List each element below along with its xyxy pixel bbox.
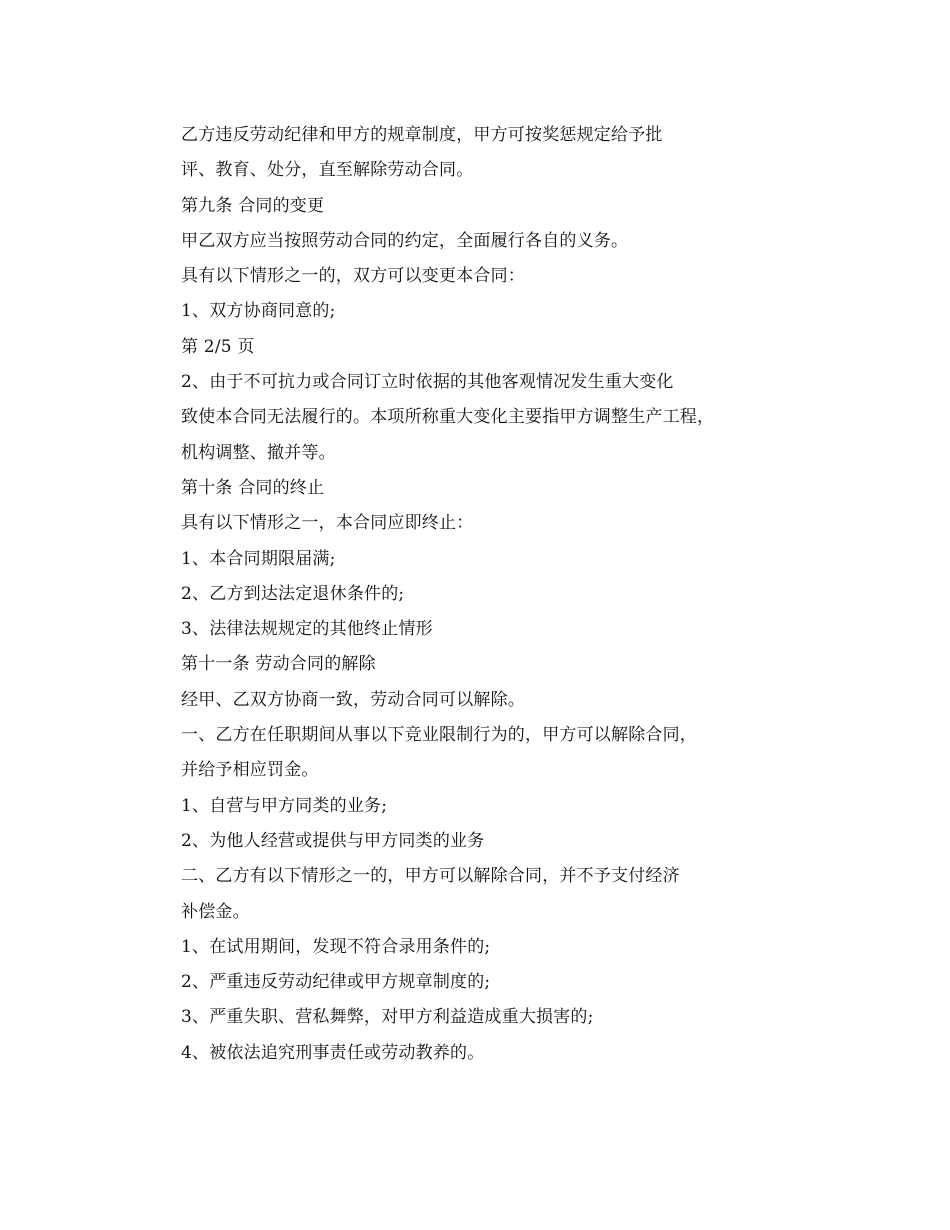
body-line: 具有以下情形之一的，双方可以变更本合同：	[181, 266, 525, 287]
body-line: 评、教育、处分，直至解除劳动合同。	[181, 160, 474, 181]
body-line: 机构调整、撤并等。	[181, 442, 336, 463]
body-line: 致使本合同无法履行的。本项所称重大变化主要指甲方调整生产工程，	[181, 407, 715, 428]
body-line: 甲乙双方应当按照劳动合同的约定，全面履行各自的义务。	[181, 230, 629, 251]
list-item: 2、乙方到达法定退休条件的;	[181, 583, 405, 604]
list-item: 1、本合同期限届满;	[181, 548, 336, 569]
list-item: 1、在试用期间，发现不符合录用条件的;	[181, 936, 491, 957]
list-item: 2、严重违反劳动纪律或甲方规章制度的;	[181, 972, 491, 993]
page-number: 第 2/5 页	[181, 336, 255, 357]
list-item: 1、自营与甲方同类的业务;	[181, 795, 388, 816]
body-line: 二、乙方有以下情形之一的，甲方可以解除合同，并不予支付经济	[181, 866, 680, 887]
body-line: 并给予相应罚金。	[181, 760, 319, 781]
list-item: 2、为他人经营或提供与甲方同类的业务	[181, 830, 485, 851]
body-line: 一、乙方在任职期间从事以下竞业限制行为的，甲方可以解除合同，	[181, 725, 697, 746]
body-line: 补偿金。	[181, 901, 250, 922]
section-heading-article-9: 第九条 合同的变更	[181, 195, 325, 216]
list-item: 4、被依法追究刑事责任或劳动教养的。	[181, 1042, 485, 1063]
section-heading-article-10: 第十条 合同的终止	[181, 477, 325, 498]
body-line: 经甲、乙双方协商一致，劳动合同可以解除。	[181, 689, 525, 710]
section-heading-article-11: 第十一条 劳动合同的解除	[181, 654, 376, 675]
list-item: 2、由于不可抗力或合同订立时依据的其他客观情况发生重大变化	[181, 372, 674, 393]
document-body	[181, 118, 821, 1071]
body-line: 具有以下情形之一，本合同应即终止：	[181, 513, 474, 534]
list-item: 3、法律法规规定的其他终止情形	[181, 619, 433, 640]
list-item: 1、双方协商同意的;	[181, 301, 336, 322]
list-item: 3、严重失职、营私舞弊，对甲方利益造成重大损害的;	[181, 1007, 594, 1028]
body-line: 乙方违反劳动纪律和甲方的规章制度，甲方可按奖惩规定给予批	[181, 125, 663, 145]
